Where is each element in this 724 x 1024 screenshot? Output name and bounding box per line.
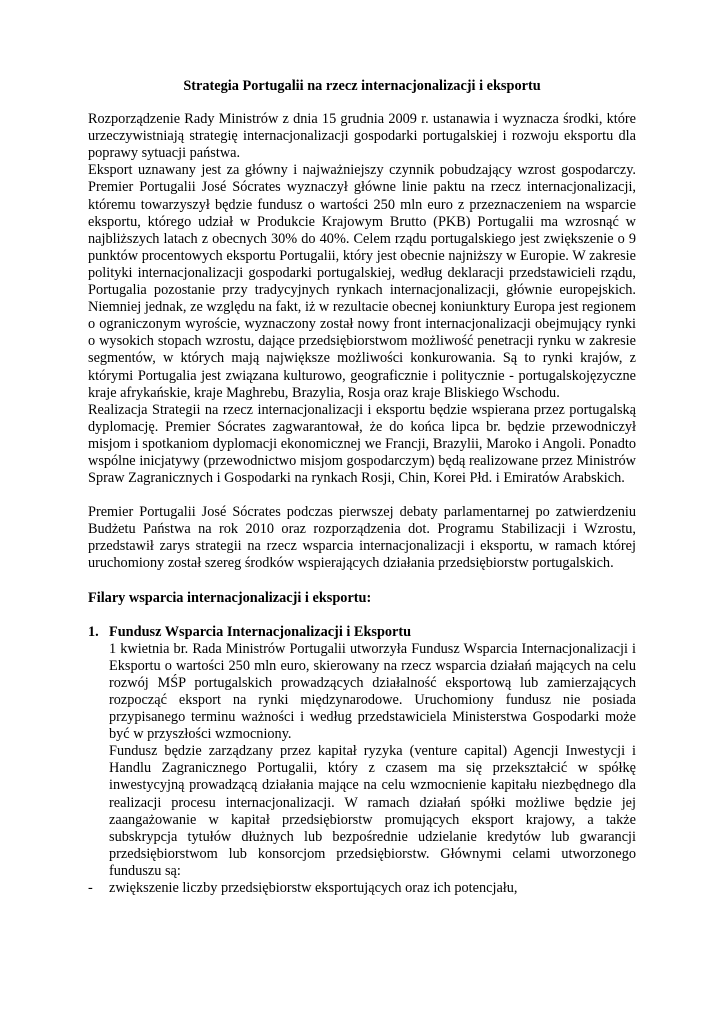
paragraph-spacer [88,487,636,504]
intro-paragraph-regulation: Rozporządzenie Rady Ministrów z dnia 15 grudnia 2009 r. ustanawia i wyznacza środki, które urzeczywistniają strategię internacjonalizacji gospodarki portugalskiej i rozwoju eksportu dla poprawy sytuacji państwa. [88,111,636,162]
list-item-fund [88,624,636,880]
intro-paragraph-export: Eksport uznawany jest za główny i najważniejszy czynnik pobudzający wzrost gospodarczy. Premier Portugalii José Sócrates wyznaczył główne linie paktu na rzecz internacjonalizacji, któremu towarzyszył będzie fundusz o wartości 250 mln euro z przeznaczeniem na wsparcie eksportu, którego udział w Produkcie Krajowym Brutto (PKB) Portugalii ma wzrosnąć w najbliższych latach z obecnych 30% do 40%. Celem rządu portugalskiego jest zwiększenie o 9 punktów procentowych eksportu Portugalii, który jest obecnie najniższy w Europie. W zakresie polityki internacjonalizacji gospodarki portugalskiej, według deklaracji przedstawicieli rządu, Portugalia pozostanie przy tradycyjnych rynkach internacjonalizacji, głównie europejskich. Niemniej jednak, ze względu na fakt, iż w rezultacie obecnej koniunktury Europa jest regionem o ograniczonym wyroście, wyznaczony został nowy front internacjonalizacji obejmujący rynki o wysokich stopach wzrostu, dające przedsiębiorstwom możliwość penetracji rynku w zakresie segmentów, w których mają największe możliwości konkurowania. Są to rynki krajów, z którymi Portugalia jest związana kulturowo, geograficznie i politycznie - portugalskojęzyczne kraje afrykańskie, kraje Maghrebu, Brazylia, Rosja oraz kraje Bliskiego Wschodu. [88,162,636,401]
pillars-heading: Filary wsparcia internacjonalizacji i eksportu: [88,589,372,606]
list-item-number: 1. [88,623,99,640]
dash-list-item-text: zwiększenie liczby przedsiębiorstw eksportujących oraz ich potencjału, [109,880,518,897]
paragraph-spacer [88,607,636,624]
dash-bullet: - [88,880,93,897]
document-title: Strategia Portugalii na rzecz internacjonalizacji i eksportu [183,78,541,94]
list-item-title: Fundusz Wsparcia Internacjonalizacji i Eksportu [109,623,412,640]
dash-list-item [88,880,636,897]
intro-paragraph-diplomacy: Realizacja Strategii na rzecz internacjonalizacji i eksportu będzie wspierana przez portugalską dyplomację. Premier Sócrates zagwarantował, że do końca lipca br. będzie przewodniczył misjom i spotkaniom dyplomacji ekonomicznej we Francji, Brazylii, Maroko i Angoli. Ponadto wspólne inicjatywy (przewodnictwo misjom gospodarczym) będą realizowane przez Ministrów Spraw Zagranicznych i Gospodarki na rynkach Rosji, Chin, Korei Płd. i Emiratów Arabskich. [88,401,636,487]
paragraph-debate: Premier Portugalii José Sócrates podczas pierwszej debaty parlamentarnej po zatwierdzeniu Budżetu Państwa na rok 2010 oraz rozporządzenia dot. Programu Stabilizacji i Wzrostu, przedstawił zarys strategii na rzecz wsparcia internacjonalizacji i eksportu, w ramach której uruchomiony został szereg środków wspierających działania przedsiębiorstw portugalskich. [88,504,636,572]
fund-paragraph-management: Fundusz będzie zarządzany przez kapitał ryzyka (venture capital) Agencji Inwestycji i Handlu Zagranicznego Portugalii, który z czasem ma się przekształcić w spółkę inwestycyjną prowadzącą działania mające na celu wzmocnienie kapitału niezbędnego dla realizacji procesu internacjonalizacji. W ramach działań spółki możliwe będzie jej zaangażowanie w kapitał przedsiębiorstw promujących eksport krajowy, a także subskrypcja tytułów dłużnych lub bezpośrednie udzielanie kredytów lub gwarancji przedsiębiorstwom lub konsorcjom przedsiębiorstw. Głównymi celami utworzonego funduszu są: [109,743,636,879]
fund-paragraph-creation: 1 kwietnia br. Rada Ministrów Portugalii utworzyła Fundusz Wsparcia Internacjonalizacji i Eksportu o wartości 250 mln euro, skierowany na rzecz wsparcia działań mających na celu rozwój MŚP portugalskich prowadzących działalność eksportową lub zamierzających rozpocząć eksport na rynki międzynarodowe. Uruchomiony fundusz nie posiada przypisanego terminu ważności i według przedstawiciela Ministerstwa Gospodarki może być w przyszłości wzmocniony. [109,640,636,743]
paragraph-spacer [88,573,636,590]
